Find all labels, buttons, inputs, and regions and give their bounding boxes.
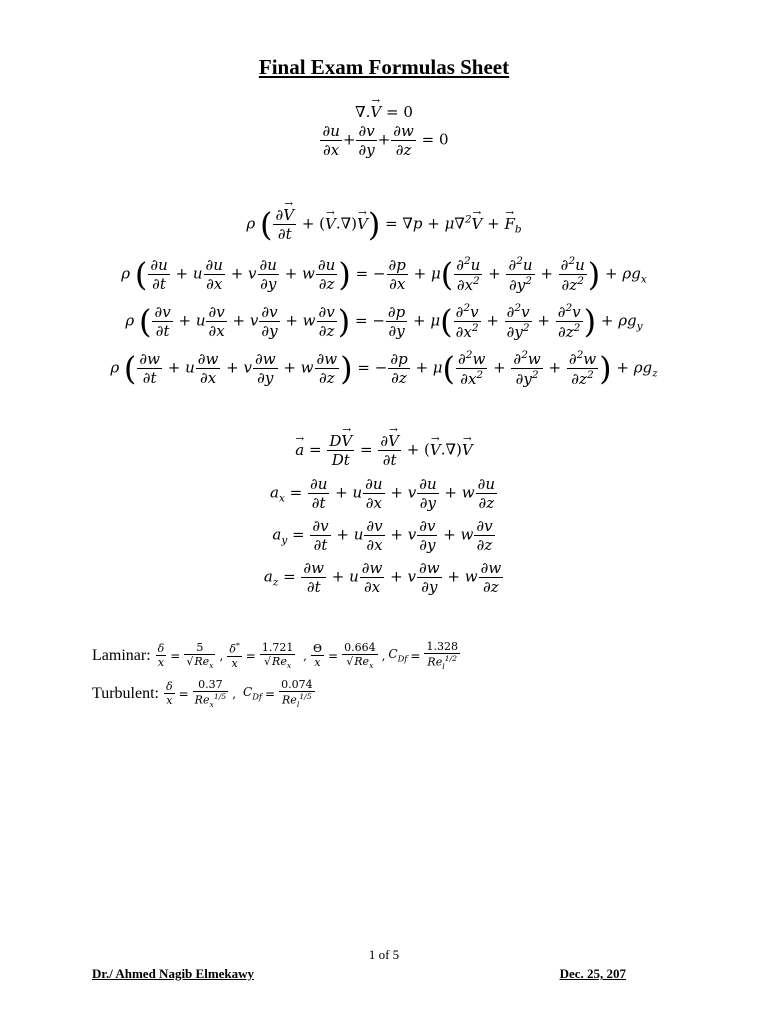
acceleration-x-equation: $a_x$ = $\frac{\partial u}{\partial t}$ + u $\frac{\partial u}{\partial x}$ + v $\frac{\partial u}{\partial y}$ + w $\frac{\partial u}{\partial z}$: [270, 475, 495, 512]
page-title: Final Exam Formulas Sheet: [258, 55, 510, 79]
navier-stokes-z-equation: ρ ( $\frac{\partial w}{\partial t}$ + u $\frac{\partial w}{\partial x}$ + v $\frac{\partial w}{\partial y}$ + w $\frac{\partial w}{\partial z}$ ) = − $\frac{\partial p}{\partial z}$ + μ( $\frac{\partial^2w}{\partial x^2}$ + $\frac{\partial^2w}{\partial y^2}$ + $\frac{\partial^2w}{\partial z^2}$ ) + $\rho g_z$: [110, 349, 658, 388]
navier-stokes-y-equation: ρ ( $\frac{\partial v}{\partial t}$ + u $\frac{\partial v}{\partial x}$ + v $\frac{\partial v}{\partial y}$ + w $\frac{\partial v}{\partial z}$ ) = − $\frac{\partial p}{\partial y}$ + μ( $\frac{\partial^2v}{\partial x^2}$ + $\frac{\partial^2v}{\partial y^2}$ + $\frac{\partial^2v}{\partial z^2}$ ) + $\rho g_y$: [125, 302, 643, 341]
laminar-label: Laminar:: [92, 646, 151, 664]
turbulent-delta-coef: 0.37: [193, 678, 229, 692]
footer-date: Dec. 25, 207: [559, 966, 626, 981]
laminar-cdf-coef: 1.328: [426, 640, 458, 653]
laminar-formulas: Laminar: $\frac{\delta}{x}$ = $\frac{5}{√Re_x}$ , $\frac{\delta^*}{x}$ = $\frac{1.721}{√Re_x}$ , $\frac{\Theta}{x}$ = $\frac{0.664}{√Re_x}$ , $C_{Df}$ = $\frac{1.328}{Re_l^{1/2}}$: [92, 640, 458, 672]
navier-stokes-x-equation: ρ ( $\frac{\partial u}{\partial t}$ + u $\frac{\partial u}{\partial x}$ + v $\frac{\partial u}{\partial y}$ + w $\frac{\partial u}{\partial z}$ ) = − $\frac{\partial p}{\partial x}$ + μ( $\frac{\partial^2u}{\partial x^2}$ + $\frac{\partial^2u}{\partial y^2}$ + $\frac{\partial^2u}{\partial z^2}$ ) + $\rho g_x$: [121, 255, 647, 294]
turbulent-label: Turbulent:: [92, 684, 159, 702]
laminar-theta-coef: 0.664: [344, 640, 376, 654]
acceleration-y-equation: $a_y$ = $\frac{\partial v}{\partial t}$ + u $\frac{\partial v}{\partial x}$ + v $\frac{\partial v}{\partial y}$ + w $\frac{\partial v}{\partial z}$: [272, 517, 493, 554]
page-number: 1 of 5: [368, 947, 400, 962]
turbulent-formulas: Turbulent: $\frac{\delta}{x}$ = $\frac{0.37}{Re_x^{1/5}}$ , $C_{Df}$ = $\frac{0.074}{Re_l^{1/5}}$: [92, 678, 313, 710]
continuity-component-equation: $\frac{\partial u}{\partial x}$ + $\frac{\partial v}{\partial y}$ + $\frac{\partial w}{\partial z}$ = 0: [322, 122, 449, 159]
laminar-delta-coef: 5: [184, 641, 215, 655]
navier-stokes-vector-equation: ρ ( $\frac{\partial\to V}{\partial t}$ + (→ V.∇)→ V) = ∇p + μ∇$^2$→ V + → $F_b$: [0, 206, 768, 243]
laminar-delta-star-coef: 1.721: [261, 640, 294, 654]
turbulent-cdf-coef: 0.074: [281, 678, 313, 691]
acceleration-vector-equation: → a = $\frac{D\to V}{Dt}$ = $\frac{\partial\to V}{\partial t}$ + (→ V.∇)→ V: [0, 432, 768, 469]
footer-author: Dr./ Ahmed Nagib Elmekawy: [92, 966, 255, 981]
acceleration-z-equation: $a_z$ = $\frac{\partial w}{\partial t}$ + u $\frac{\partial w}{\partial x}$ + v $\frac{\partial w}{\partial y}$ + w $\frac{\partial w}{\partial z}$: [263, 559, 502, 596]
continuity-vector-equation: ∇.→ V = 0: [0, 103, 768, 121]
